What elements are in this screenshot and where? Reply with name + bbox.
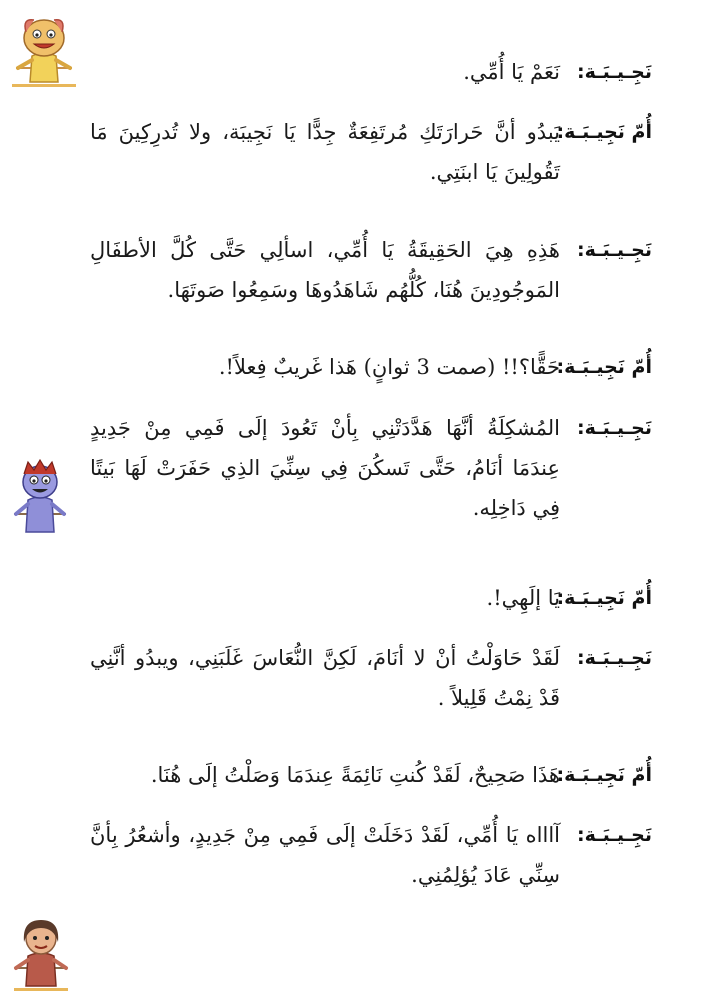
- speaker-label: أُمّ نَجِيـبَـة:: [556, 764, 652, 786]
- speech-text: هَذَا صَحِيحٌ، لَقَدْ كُنتِ نَائِمَةً عِندَمَا وَصَلْتُ إلَى هُنَا.: [150, 763, 560, 787]
- speaker-label: نَجِـيـبَـة:: [577, 239, 652, 261]
- dialogue-entry: [90, 815, 652, 895]
- dialogue-entry: [90, 112, 652, 192]
- dialogue-entry: [90, 408, 652, 528]
- dialogue-entry: [90, 755, 652, 795]
- speech-text: حَقًّا؟!! (صمت 3 ثوانٍ) هَذا غَريبٌ فِعلاً!.: [218, 355, 560, 379]
- speech-text: هَذِهِ هِيَ الحَقِيقَةُ يَا أُمِّي، اسألِي حَتَّى كُلَّ الأطفَالِ المَوجُودِينَ هُنَا، كُلُّهُم شَاهَدُوهَا وسَمِعُوا صَوتَهَا.: [90, 238, 560, 302]
- speech-text: لَقَدْ حَاوَلْتُ أنْ لا أنَامَ، لَكِنَّ النُّعَاسَ غَلَبَنِي، ويبدُو أنَّنِي قَدْ نِمْتُ قَلِيلاً .: [90, 646, 560, 710]
- speech-text: نَعَمْ يَا أُمِّي.: [463, 60, 560, 84]
- mother-puppet-icon: [10, 912, 72, 992]
- speaker-label: نَجِـيـبَـة:: [577, 824, 652, 846]
- speech-text: يَبدُو أنَّ حَرارَتَكِ مُرتَفِعَةٌ جِدًّا يَا نَجِيبَة، ولا تُدرِكِينَ مَا تَقُولِينَ يَا ابنَتِي.: [90, 120, 560, 184]
- dialogue-entry: [90, 52, 652, 92]
- tooth-puppet-icon: [8, 10, 80, 90]
- speaker-label: أُمّ نَجِيـبَـة:: [556, 121, 652, 143]
- speech-text: المُشكِلَةُ أنَّهَا هَدَّدَتْنِي بِأنْ تَعُودَ إلَى فَمِي مِنْ جَدِيدٍ عِندَمَا أنَامُ، حَتَّى تَسكُنَ فِي سِنِّيَ الذِي حَفَرَتْ لَهَا بَيتًا فِي دَاخِلِه.: [90, 416, 560, 520]
- speaker-label: أُمّ نَجِيـبَـة:: [556, 356, 652, 378]
- speaker-label: نَجِـيـبَـة:: [577, 61, 652, 83]
- speech-text: يَا إلَهِي!.: [486, 586, 560, 610]
- speaker-label: أُمّ نَجِيـبَـة:: [556, 587, 652, 609]
- dialogue-entry: [90, 347, 652, 387]
- dialogue-entry: [90, 638, 652, 718]
- speaker-label: نَجِـيـبَـة:: [577, 417, 652, 439]
- monster-puppet-icon: [10, 456, 70, 536]
- speech-text: آاااه يَا أُمِّي، لَقَدْ دَخَلَتْ إلَى فَمِي مِنْ جَدِيدٍ، وأشعُرُ بِأنَّ سِنِّي عَادَ يُؤلِمُنِي.: [90, 823, 560, 887]
- speaker-label: نَجِـيـبَـة:: [577, 647, 652, 669]
- dialogue-entry: [90, 230, 652, 310]
- dialogue-entry: [90, 578, 652, 618]
